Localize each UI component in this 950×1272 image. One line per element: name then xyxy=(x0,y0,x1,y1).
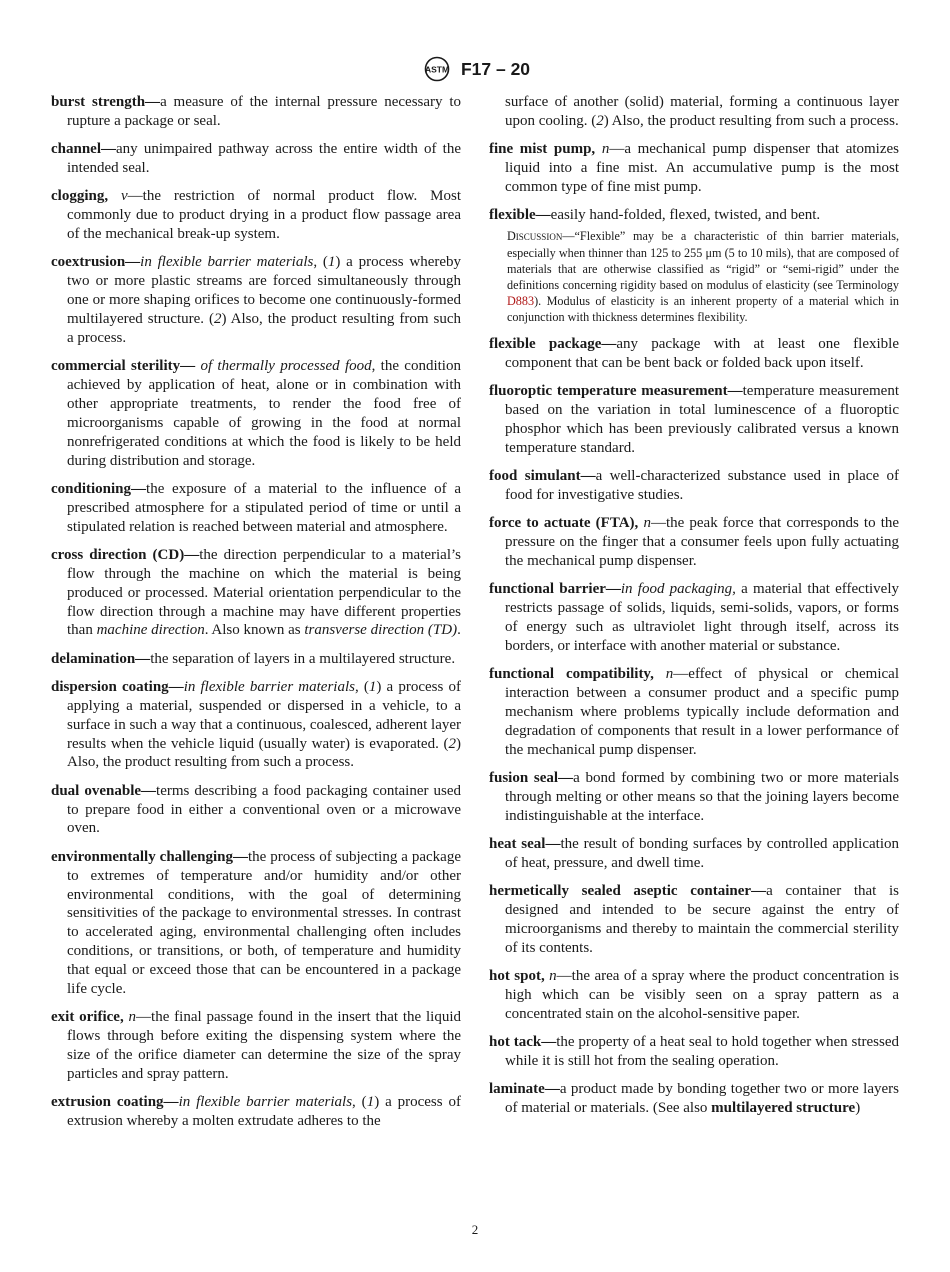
right-column xyxy=(489,93,899,1127)
term: coextrusion— xyxy=(51,254,141,271)
definition-entry xyxy=(51,782,461,839)
term: functional compatibility, xyxy=(489,665,654,682)
definition: the result of bonding surfaces by controlled application of heat, pressure, and dwell time. xyxy=(505,835,899,871)
definition-entry xyxy=(489,835,899,873)
definition: a material that effectively restricts passage of solids, liquids, semi-solids, vapors, or forms of energy such as ultraviolet light through itself, across its borders, or interface with another material or substance. xyxy=(505,581,899,654)
part-of-speech: n xyxy=(128,1009,137,1026)
definition-entry: dispersion coating—in flexible barrier materials, (1) a process of applying a material, suspended or dispersed in a vehicle, to a surface in such a way that a continuous, coalesced, adherent layer results when the vehicle liquid (usually water) is evaporated. (2) Also, the product resulting from such a process. xyxy=(51,678,461,771)
term: exit orifice, xyxy=(51,1009,124,1026)
definition-entry xyxy=(489,335,899,373)
definition: the final passage found in the insert that the liquid flows through before exiting the dispensing system where the size of the orifice diameter can determine the size of the spray particles and spray pattern. xyxy=(67,1009,462,1082)
definition: easily hand-folded, flexed, twisted, and bent. xyxy=(550,207,821,224)
definition-entry: laminate—a product made by bonding together two or more layers of material or materials. (See also multilayered structure) xyxy=(489,1080,899,1116)
definition: effect of physical or chemical interaction between a consumer product and a specific pump mechanism where problems typically include deformation and degradation of components that result in a lower performance of the mechanical pump dispenser. xyxy=(505,665,899,758)
definition: a measure of the internal pressure necessary to rupture a package or seal. xyxy=(67,94,462,129)
astm-logo-icon xyxy=(420,56,454,82)
term: burst strength— xyxy=(51,94,161,110)
part-of-speech: v xyxy=(120,188,128,205)
definition-entry xyxy=(51,357,461,470)
definition-entry xyxy=(51,848,461,999)
reference-link-d883[interactable]: D883 xyxy=(507,294,535,309)
discussion-label: Discussion xyxy=(507,229,563,244)
qualifier: in flexible barrier materials xyxy=(183,678,355,695)
definition: the property of a heat seal to hold together when stressed while it is still hot from the sealing operation. xyxy=(505,1033,899,1069)
term: extrusion coating— xyxy=(51,1094,179,1111)
definition: a bond formed by combining two or more materials through melting or other means so that the joining layers become indistinguishable at the interface. xyxy=(505,769,899,824)
term: food simulant— xyxy=(489,467,596,484)
definition: ) a process of applying a material, suspended or dispersed in a vehicle, to a surface in such a way that a continuous, coalesced, adherent layer results when the vehicle liquid (usually water) is evaporated. ( xyxy=(67,678,461,752)
definition-entry xyxy=(51,650,461,669)
definition: terms describing a food packaging container used to prepare food in either a conventional oven or a microwave oven. xyxy=(67,782,461,837)
continued-definition: surface of another (solid) material, forming a continuous layer upon cooling. (2) Also, the product resulting from such a process. xyxy=(505,94,899,129)
qualifier: of thermally processed food xyxy=(200,358,372,375)
definition: any package with at least one flexible component that can be bent back or folded back upon itself. xyxy=(505,335,899,371)
definition-entry xyxy=(51,480,461,537)
definition: a container that is designed and intended to be secure against the entry of microorganisms and thereby to maintain the commercial sterility of its contents. xyxy=(505,882,899,956)
definition: any unimpaired pathway across the entire width of the intended seal. xyxy=(67,141,461,177)
term: hot spot, xyxy=(489,967,545,984)
page-header xyxy=(0,56,950,82)
definition: , the condition achieved by application of heat, alone or in combination with other appropriate treatments, to render the food free of microorganisms capable of growing in the food at normal nonrefrigerated conditions at which the food is likely to be held during distribution and storage. xyxy=(67,358,461,469)
term: force to actuate (FTA), xyxy=(489,514,639,531)
discussion-note: Discussion—“Flexible” may be a characteristic of thin barrier materials, especially when thinner than 125 to 255 μm (5 to 10 mils), that are composed of materials that are otherwise classified as “rigid” or “semi-rigid” under the definitions concerning rigidity based on modulus of elasticity (see Terminology D883). Modulus of elasticity is an inherent property of a material which in conjunction with thickness determines flexibility. xyxy=(507,229,899,325)
part-of-speech: n xyxy=(643,514,651,531)
definition-entry: extrusion coating—in flexible barrier materials, (1) a process of extrusion whereby a molten extrudate adheres to the xyxy=(51,1094,461,1130)
qualifier: in flexible barrier materials xyxy=(140,254,314,271)
definition-entry xyxy=(489,769,899,826)
left-column xyxy=(51,93,461,1140)
term: laminate— xyxy=(489,1080,560,1097)
term: functional barrier— xyxy=(489,581,621,597)
definition-entry: fine mist pump, n—a mechanical pump dispenser that atomizes liquid into a fine mist. An accumulative pump is the most common type of fine mist pump. xyxy=(489,141,900,195)
definition: temperature measurement based on the variation in total luminescence of a fluoroptic phosphor which has been previously calibrated versus a known temperature standard. xyxy=(505,382,899,456)
cross-reference-term: multilayered structure xyxy=(711,1099,856,1116)
definition: the direction perpendicular to a material’s flow through the machine on which the material is being produced or processed. Material orientation perpendicular to the flow direction through a machine may have different properties than xyxy=(67,546,462,639)
definition: ) a process of extrusion whereby a molten extrudate adheres to the xyxy=(67,1094,461,1130)
term: hot tack— xyxy=(489,1033,557,1050)
definition-entry xyxy=(489,206,899,225)
term: flexible package— xyxy=(489,335,617,352)
definition-entry: functional compatibility, n—effect of physical or chemical interaction between a consumer product and a specific pump mechanism where problems typically include deformation and degradation of components that result in a lower performance of the mechanical pump dispenser. xyxy=(489,665,899,758)
definition: a mechanical pump dispenser that atomizes liquid into a fine mist. An accumulative pump is the most common type of fine mist pump. xyxy=(505,141,900,195)
term: fine mist pump, xyxy=(489,141,596,158)
term: fluoroptic temperature measurement— xyxy=(489,382,743,399)
page-number: 2 xyxy=(471,1222,479,1237)
part-of-speech: n xyxy=(549,967,557,984)
term: dispersion coating— xyxy=(51,678,184,695)
term: clogging, xyxy=(51,188,109,205)
definition: the area of a spray where the product concentration is high which can be visibly seen on a spray pattern as a concentrated stain on the alcohol-sensitive paper. xyxy=(505,967,900,1022)
part-of-speech: n xyxy=(665,665,674,682)
qualifier: in food packaging, xyxy=(620,581,736,597)
term: flexible— xyxy=(489,207,551,224)
term: commercial sterility— xyxy=(51,358,196,375)
term: hermetically sealed aseptic container— xyxy=(489,882,767,899)
term: channel— xyxy=(51,141,117,158)
svg-text:ASTM: ASTM xyxy=(424,64,449,75)
term: heat seal— xyxy=(489,835,561,852)
definition: the peak force that corresponds to the pressure on the finger that a consumer feels upon fully actuating the mechanical pump dispenser. xyxy=(505,514,900,569)
term: delamination— xyxy=(51,650,151,667)
definition-entry xyxy=(489,882,899,958)
definition-entry xyxy=(489,467,899,505)
term: dual ovenable— xyxy=(51,782,157,799)
definition: a well-characterized substance used in place of food for investigative studies. xyxy=(505,467,899,503)
qualifier: in flexible barrier materials xyxy=(178,1094,353,1111)
definition: ) a process whereby two or more plastic streams are forced simultaneously through one or more shaping orifices to become one continuously-formed multilayered structure. ( xyxy=(67,254,461,327)
definition: the restriction of normal product flow. Most commonly due to product drying in a product flow passage area of the mechanical break-up system. xyxy=(67,188,462,243)
definition-entry xyxy=(489,382,899,458)
definition-entry: exit orifice, n—the final passage found in the insert that the liquid flows through before exiting the dispensing system where the size of the orifice diameter can determine the size of the spray particles and spray pattern. xyxy=(51,1009,462,1082)
definition-entry xyxy=(51,93,461,131)
definition-entry: coextrusion—in flexible barrier materials, (1) a process whereby two or more plastic streams are forced simultaneously through one or more shaping orifices to become one continuously-formed multilayered structure. (2) Also, the product resulting from such a process. xyxy=(51,254,462,346)
definition: the separation of layers in a multilayered structure. xyxy=(150,650,456,667)
definition: the exposure of a material to the influence of a prescribed atmosphere for a stipulated period of time or until a stipulated relation is reached between material and atmosphere. xyxy=(67,480,461,535)
definition-entry xyxy=(51,140,461,178)
definition-entry: clogging, v—the restriction of normal product flow. Most commonly due to product drying in a product flow passage area of the mechanical break-up system. xyxy=(51,188,462,243)
term: environmentally challenging— xyxy=(51,848,249,865)
definition-entry xyxy=(489,580,899,656)
term: conditioning— xyxy=(51,480,147,497)
term: cross direction (CD)— xyxy=(51,546,200,563)
document-designation: F17 – 20 xyxy=(460,58,531,79)
definition: a product made by bonding together two or more layers of material or materials. (See also xyxy=(505,1080,899,1116)
term: fusion seal— xyxy=(489,769,574,786)
definition: the process of subjecting a package to extremes of temperature and/or humidity and/or other environmental conditions, with the goal of determining sensitivities of the package to environmental stresses. In contrast to accelerated aging, environmental challenging often includes conditions, or transitions, or both, of temperature and humidity that equal or exceed those that can be encountered in a package life cycle. xyxy=(67,848,461,998)
part-of-speech: n xyxy=(601,141,610,158)
definition-entry: cross direction (CD)—the direction perpendicular to a material’s flow through the machine on which the material is being produced or processed. Material orientation perpendicular to the flow direction through a machine may have different properties than machine direction. Also known as transverse direction (TD). xyxy=(51,546,462,639)
definition-entry: force to actuate (FTA), n—the peak force that corresponds to the pressure on the finger that a consumer feels upon fully actuating the mechanical pump dispenser. xyxy=(489,514,900,569)
definition-entry: hot spot, n—the area of a spray where the product concentration is high which can be visibly seen on a spray pattern as a concentrated stain on the alcohol-sensitive paper. xyxy=(489,967,900,1022)
definition-entry xyxy=(489,1033,899,1071)
